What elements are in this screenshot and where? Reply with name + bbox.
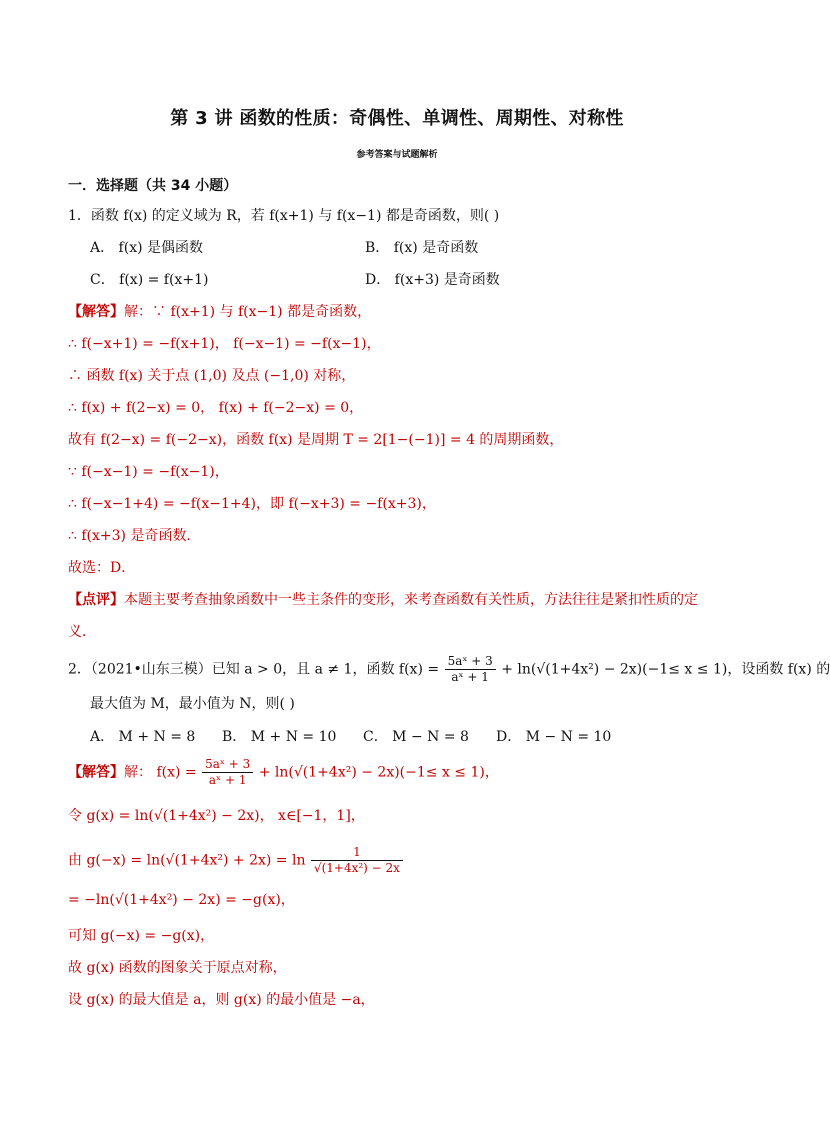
q2-answer-line-7: 设 g(x) 的最大值是 a，则 g(x) 的最小值是 −a，	[68, 992, 375, 1008]
q2-stem	[68, 654, 830, 685]
q2-answer-line-5: 可知 g(−x) = −g(x)，	[68, 928, 215, 944]
q1-comment-line-1	[68, 590, 698, 610]
q2-g-neg-before: 由 g(−x) = ln(√(1+4x²) + 2x) = ln	[68, 852, 306, 869]
q2-option-a: A． M + N = 8	[90, 729, 196, 745]
q2-fraction	[445, 654, 496, 685]
q2-stem-before: 2．（2021•山东三模）已知 a > 0，且 a ≠ 1，函数 f(x) =	[68, 661, 440, 678]
q2-option-d: D． M − N = 10	[496, 729, 612, 745]
q1-answer-line-6: ∵ f(−x−1) = −f(x−1)，	[68, 464, 229, 480]
q2-answer-fraction-den: aˣ + 1	[208, 773, 247, 787]
q1-answer-line-3: ∴ 函数 f(x) 关于点 (1,0) 及点 (−1,0) 对称，	[68, 368, 356, 384]
q2-answer-fraction-num: 5aˣ + 3	[202, 757, 253, 773]
section-heading: 一．选择题（共 34 小题）	[68, 178, 238, 194]
q1-comment-line-2: 义．	[68, 624, 96, 640]
q2-answer-line-2: 令 g(x) = ln(√(1+4x²) − 2x)， x∈[−1，1]，	[68, 808, 365, 824]
q1-option-d: D． f(x+3) 是奇函数	[365, 272, 500, 288]
q2-answer-line-3	[68, 845, 404, 876]
q1-option-a: A． f(x) 是偶函数	[90, 240, 204, 256]
q1-answer-text: 解：∵ f(x+1) 与 f(x−1) 都是奇函数，	[124, 304, 372, 320]
q2-fraction-den: aˣ + 1	[451, 670, 489, 684]
q2-fraction-num: 5aˣ + 3	[445, 654, 496, 670]
q1-option-b: B． f(x) 是奇函数	[365, 240, 479, 256]
q2-answer-fraction	[202, 757, 253, 788]
q1-answer-line-1	[68, 302, 371, 322]
q2-answer-line-4: = −ln(√(1+4x²) − 2x) = −g(x)，	[68, 892, 295, 908]
q2-g-fraction-den: √(1+4x²) − 2x	[313, 861, 400, 875]
q2-option-b: B． M + N = 10	[222, 729, 337, 745]
q2-stem-after: + ln(√(1+4x²) − 2x)(−1≤ x ≤ 1)，设函数 f(x) 的	[501, 661, 830, 678]
q2-option-c: C． M − N = 8	[363, 729, 469, 745]
q2-answer-line-6: 故 g(x) 函数的图象关于原点对称，	[68, 960, 287, 976]
q1-answer-tag: 【解答】	[68, 304, 124, 320]
q2-answer-tag: 【解答】	[68, 764, 124, 781]
q2-answer-after: + ln(√(1+4x²) − 2x)(−1≤ x ≤ 1)，	[258, 764, 499, 781]
q1-answer-line-5: 故有 f(2−x) = f(−2−x)，函数 f(x) 是周期 T = 2[1−(−1)] = 4 的周期函数，	[68, 432, 564, 448]
q1-answer-line-7: ∴ f(−x−1+4) = −f(x−1+4)，即 f(−x+3) = −f(x+3)，	[68, 496, 436, 512]
q2-answer-before: 解： f(x) =	[124, 764, 197, 781]
q2-answer-line-1	[68, 757, 499, 788]
q1-stem: 1．函数 f(x) 的定义域为 R，若 f(x+1) 与 f(x−1) 都是奇函数，则( )	[68, 208, 500, 224]
q2-g-fraction-num: 1	[311, 845, 403, 861]
q2-g-fraction	[311, 845, 403, 876]
q1-comment-text: 本题主要考查抽象函数中一些主条件的变形，来考查函数有关性质，方法往往是紧扣性质的定	[124, 592, 698, 608]
q1-comment-tag: 【点评】	[68, 592, 124, 608]
q1-answer-line-4: ∴ f(x) + f(2−x) = 0， f(x) + f(−2−x) = 0，	[68, 400, 364, 416]
q2-stem-line-2: 最大值为 M，最小值为 N，则( )	[90, 696, 295, 712]
q1-answer-line-8: ∴ f(x+3) 是奇函数．	[68, 528, 201, 544]
q1-option-c: C． f(x) = f(x+1)	[90, 272, 209, 288]
q1-answer-line-9: 故选：D．	[68, 560, 136, 576]
q1-answer-line-2: ∴ f(−x+1) = −f(x+1)， f(−x−1) = −f(x−1)，	[68, 336, 381, 352]
page-title: 第 3 讲 函数的性质：奇偶性、单调性、周期性、对称性	[170, 108, 624, 129]
page-subtitle: 参考答案与试题解析	[356, 150, 438, 160]
